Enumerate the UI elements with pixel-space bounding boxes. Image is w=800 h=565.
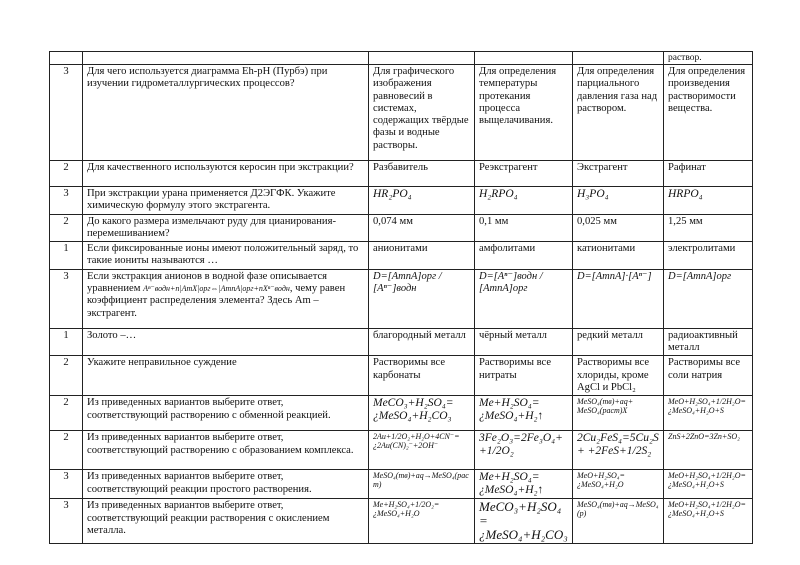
answer-a-cell: Me+H₂SO₄+1/2O₂= ¿MeSO₄+H₂O: [369, 499, 475, 544]
table-row: [50, 214, 753, 242]
answer-c-cell: MeSO₄(тв)+aq+ MeSO₄(раст)X: [573, 396, 664, 431]
answer-a-cell: благородный металл: [369, 328, 475, 356]
question-text-part2: , чему равен коэффициент распределения элемента? Здесь Am – экстрагент.: [87, 283, 346, 319]
level-cell: 3: [50, 499, 83, 544]
table-row: [50, 470, 753, 499]
answer-b-cell: H₂RPO₄: [475, 187, 573, 215]
answer-c-cell: 0,025 мм: [573, 214, 664, 242]
answer-c-cell: катионитами: [573, 242, 664, 270]
answer-d-cell: ZnS+2ZnO=3Zn+SO₂: [664, 431, 753, 470]
level-cell: 2: [50, 214, 83, 242]
question-cell: Из приведенных вариантов выберите ответ, соответствующий растворению с обменной реакцией.: [83, 396, 369, 431]
extraction-equation: Aⁿ⁻водн+n|AmX|орг⇔|AmnA|орг+nXⁿ⁻водн: [143, 284, 290, 294]
question-cell: Для чего используется диаграмма Eh-pH (Пурбэ) при изучении гидрометаллургических процессов?: [83, 65, 369, 161]
answer-b-cell: амфолитами: [475, 242, 573, 270]
answer-b-cell: чёрный металл: [475, 328, 573, 356]
answer-d-cell: MeO+H₂SO₄+1/2H₂O= ¿MeSO₄+H₂O+S: [664, 396, 753, 431]
table-row: [50, 269, 753, 328]
answer-d-cell: радиоактивный металл: [664, 328, 753, 356]
level-cell: 2: [50, 431, 83, 470]
level-cell: 2: [50, 356, 83, 396]
answer-c-cell: [573, 52, 664, 65]
answer-b-cell: Для определения температуры протекания процесса выщелачивания.: [475, 65, 573, 161]
level-cell: 1: [50, 242, 83, 270]
question-cell: Из приведенных вариантов выберите ответ, соответствующий реакции растворения с окислением металла.: [83, 499, 369, 544]
answer-a-cell: [369, 52, 475, 65]
answer-c-cell: Экстрагент: [573, 161, 664, 187]
table-row: [50, 65, 753, 161]
answer-d-cell: D=[AmnA]орг: [664, 269, 753, 328]
question-cell: Для качественного используются керосин при экстракции?: [83, 161, 369, 187]
answer-a-cell: Для графического изображения равновесий в системах, содержащих твёрдые фазы и водные растворы.: [369, 65, 475, 161]
answer-a-cell: MeCO₃+H₂SO₄= ¿MeSO₄+H₂CO₃: [369, 396, 475, 431]
level-cell: 2: [50, 161, 83, 187]
level-cell: 3: [50, 65, 83, 161]
answer-a-cell: Разбавитель: [369, 161, 475, 187]
answer-b-cell: MeCO₃+H₂SO₄= ¿MeSO₄+H₂CO₃: [475, 499, 573, 544]
table-row: [50, 356, 753, 396]
answer-c-cell: 2Cu₂FeS₄=5Cu₂S+ +2FeS+1/2S₂: [573, 431, 664, 470]
answer-d-cell: Растворимы все соли натрия: [664, 356, 753, 396]
answer-a-cell: HR₂PO₄: [369, 187, 475, 215]
answer-b-cell: D=[Aⁿ⁻]водн / [AmnA]орг: [475, 269, 573, 328]
test-questions-table: [49, 51, 753, 544]
level-cell: 1: [50, 328, 83, 356]
answer-b-cell: Me+H₂SO₄= ¿MeSO₄+H₂↑: [475, 396, 573, 431]
answer-a-cell: MeSO₄(тв)+aq→MeSO₄(раст): [369, 470, 475, 499]
question-cell: Если фиксированные ионы имеют положительный заряд, то такие иониты называются …: [83, 242, 369, 270]
answer-d-cell: раствор.: [664, 52, 753, 65]
answer-c-cell: редкий металл: [573, 328, 664, 356]
question-cell: Укажите неправильное суждение: [83, 356, 369, 396]
answer-c-cell: D=[AmnA]·[Aⁿ⁻]: [573, 269, 664, 328]
answer-d-cell: MeO+H₂SO₄+1/2H₂O= ¿MeSO₄+H₂O+S: [664, 470, 753, 499]
question-cell: При экстракции урана применяется Д2ЭГФК. Укажите химическую формулу этого экстрагента.: [83, 187, 369, 215]
question-text-part1: Если экстракция анионов в водной фазе описывается уравнением: [87, 270, 328, 295]
answer-c-cell: Растворимы все хлориды, кроме AgCl и PbCl₂: [573, 356, 664, 396]
question-cell: Из приведенных вариантов выберите ответ, соответствующий растворению с образованием комплекса.: [83, 431, 369, 470]
answer-b-cell: [475, 52, 573, 65]
question-cell: Золото –…: [83, 328, 369, 356]
level-cell: 3: [50, 470, 83, 499]
answer-b-cell: Растворимы все нитраты: [475, 356, 573, 396]
table-row: [50, 499, 753, 544]
question-cell: Из приведенных вариантов выберите ответ, соответствующий реакции простого растворения.: [83, 470, 369, 499]
answer-d-cell: MeO+H₂SO₄+1/2H₂O= ¿MeSO₄+H₂O+S: [664, 499, 753, 544]
level-cell: 2: [50, 396, 83, 431]
answer-a-cell: анионитами: [369, 242, 475, 270]
answer-d-cell: электролитами: [664, 242, 753, 270]
answer-b-cell: Реэкстрагент: [475, 161, 573, 187]
answer-c-cell: H₃PO₄: [573, 187, 664, 215]
answer-a-cell: 0,074 мм: [369, 214, 475, 242]
answer-d-cell: HRPO₄: [664, 187, 753, 215]
table-row: [50, 431, 753, 470]
answer-b-cell: Me+H₂SO₄= ¿MeSO₄+H₂↑: [475, 470, 573, 499]
answer-d-cell: Рафинат: [664, 161, 753, 187]
table-row: [50, 161, 753, 187]
answer-a-cell: D=[AmnA]орг / [Aⁿ⁻]водн: [369, 269, 475, 328]
answer-d-cell: Для определения произведения растворимости вещества.: [664, 65, 753, 161]
question-cell: [83, 269, 369, 328]
table-row: [50, 396, 753, 431]
answer-d-cell: 1,25 мм: [664, 214, 753, 242]
question-cell: [83, 52, 369, 65]
answer-b-cell: 3Fe₂O₃=2Fe₃O₄+ +1/2O₂: [475, 431, 573, 470]
answer-c-cell: Для определения парциального давления газа над раствором.: [573, 65, 664, 161]
answer-c-cell: MeSO₄(тв)+aq→MeSO₄(р): [573, 499, 664, 544]
question-cell: До какого размера измельчают руду для цианирования-перемешиванием?: [83, 214, 369, 242]
answer-c-cell: MeO+H₂SO₄= ¿MeSO₄+H₂O: [573, 470, 664, 499]
level-cell: 3: [50, 269, 83, 328]
level-cell: [50, 52, 83, 65]
table-row: [50, 52, 753, 65]
level-cell: 3: [50, 187, 83, 215]
answer-a-cell: Растворимы все карбонаты: [369, 356, 475, 396]
answer-a-cell: 2Au+1/2O₂+H₂O+4CN⁻= ¿2Au(CN)₂⁻+2OH⁻: [369, 431, 475, 470]
answer-b-cell: 0,1 мм: [475, 214, 573, 242]
table-row: [50, 187, 753, 215]
table-row: [50, 328, 753, 356]
table-row: [50, 242, 753, 270]
